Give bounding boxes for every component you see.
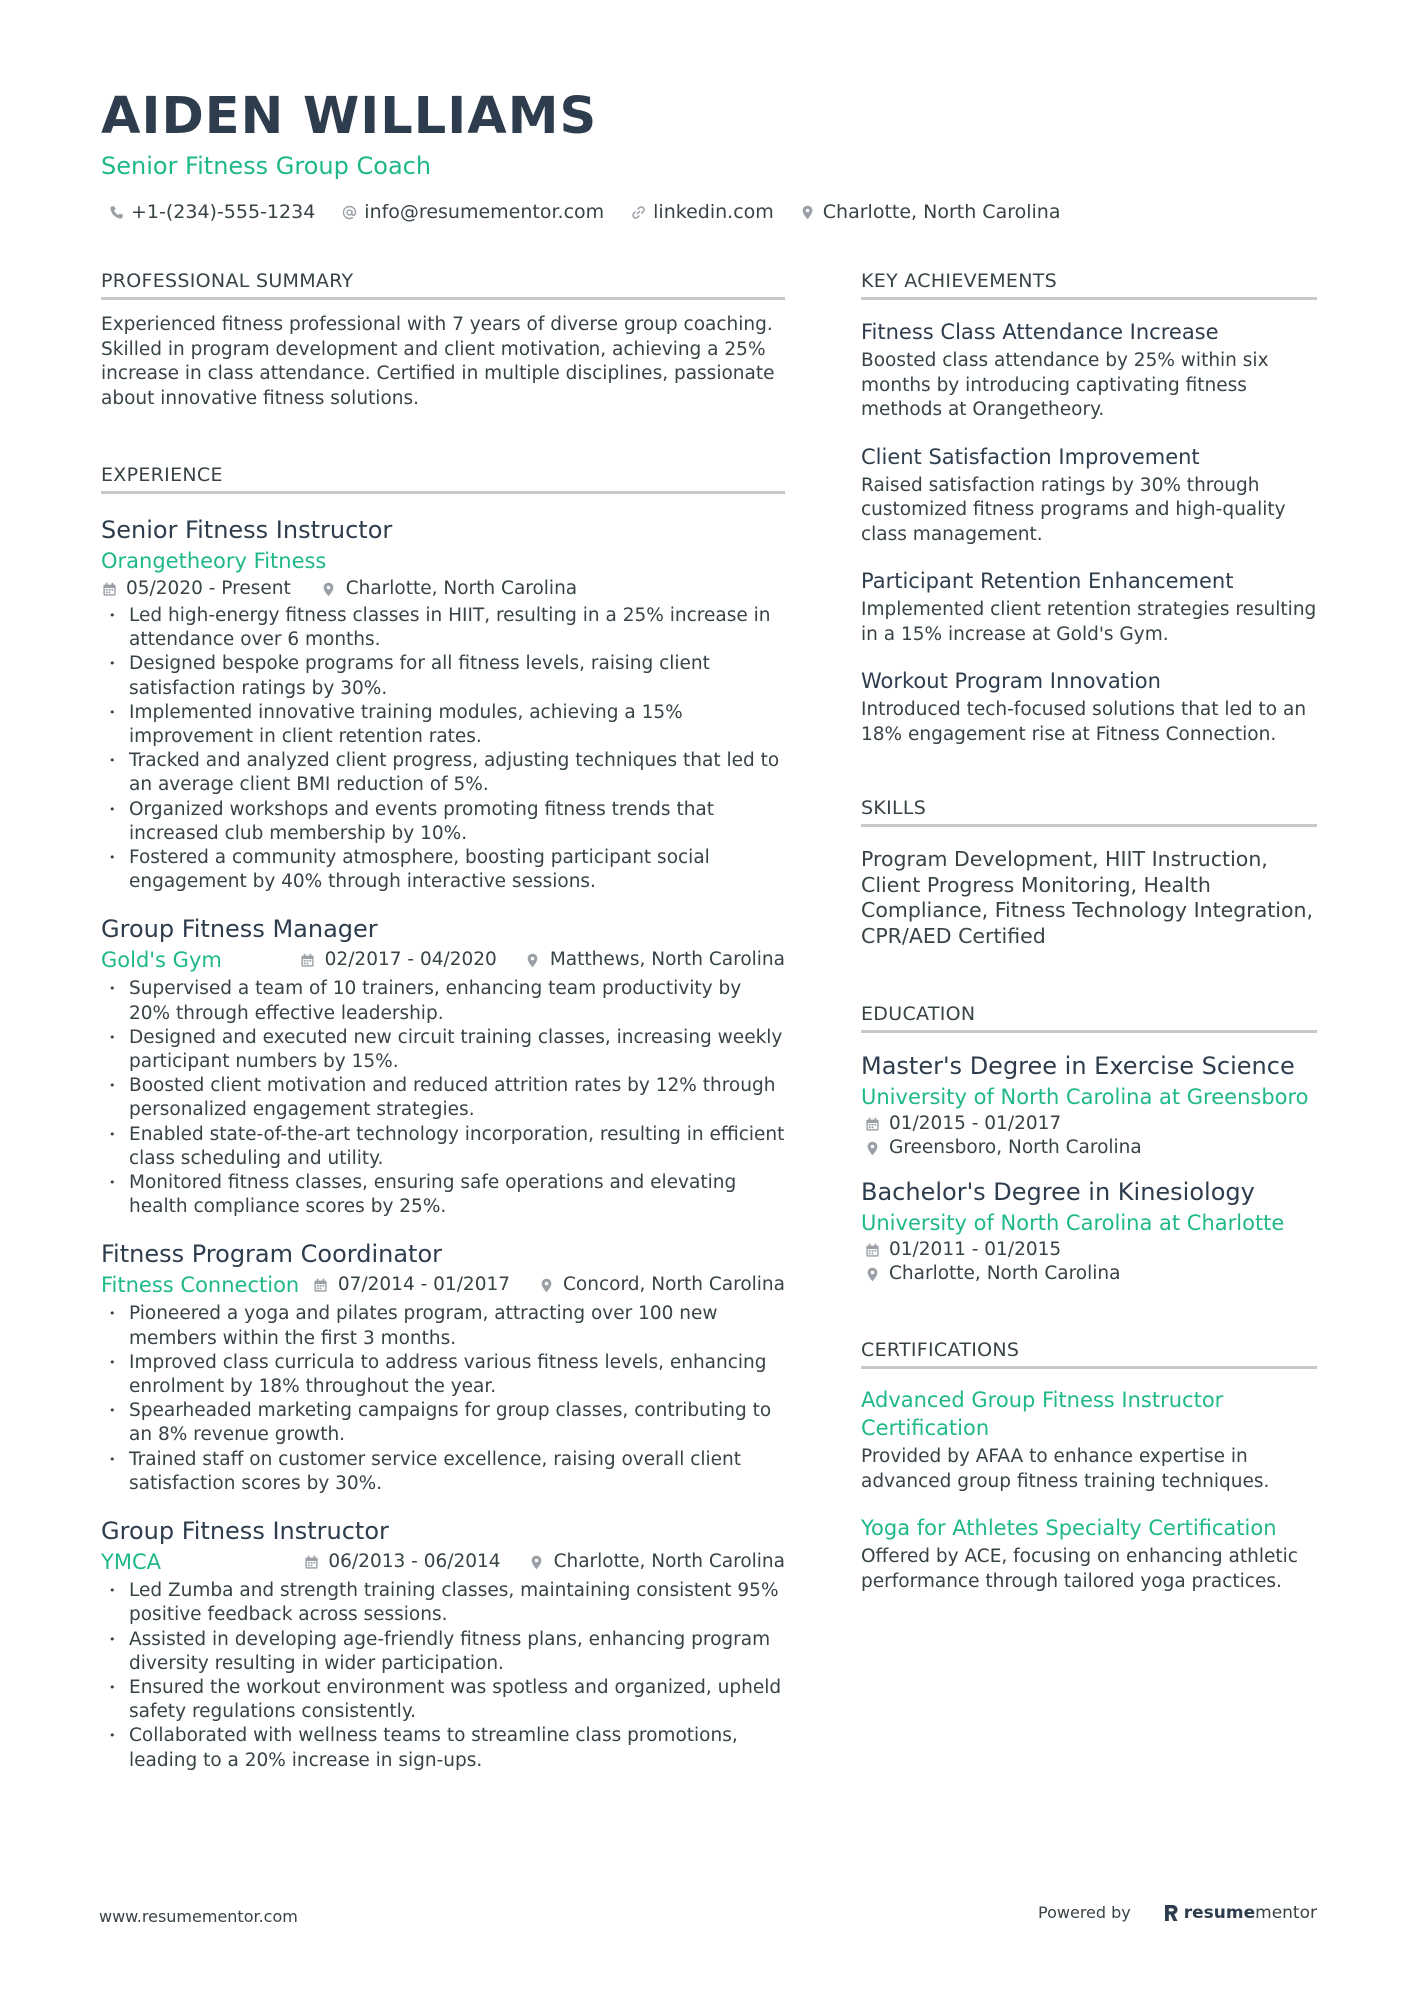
certification-item — [861, 1514, 1317, 1594]
job-location — [525, 947, 785, 973]
contact-bar — [108, 198, 1086, 226]
contact-phone[interactable] — [108, 198, 315, 226]
job-title: Group Fitness Instructor — [101, 1517, 389, 1546]
achievement-item — [861, 666, 1317, 747]
map-pin-icon — [864, 1265, 880, 1283]
certification-title: Advanced Group Fitness Instructor Certification — [861, 1388, 1224, 1440]
achievement-item — [861, 442, 1317, 548]
map-pin-icon — [800, 203, 816, 221]
certifications-heading: CERTIFICATIONS — [861, 1337, 1317, 1369]
map-pin-icon — [864, 1139, 880, 1157]
job-dates — [313, 1272, 510, 1298]
brand-name-a: resume — [1183, 1903, 1256, 1923]
contact-email-text: info@resumementor.com — [364, 201, 605, 223]
achievement-title: Client Satisfaction Improvement — [861, 444, 1200, 469]
education-location-text: Greensboro, North Carolina — [889, 1137, 1142, 1158]
map-pin-icon — [321, 580, 337, 598]
education-dates-text: 01/2011 - 01/2015 — [889, 1239, 1062, 1260]
experience-item — [101, 514, 785, 894]
contact-location-text: Charlotte, North Carolina — [822, 201, 1061, 223]
job-meta — [101, 1270, 785, 1300]
education-location-text: Charlotte, North Carolina — [889, 1263, 1121, 1284]
brand-logo[interactable] — [1163, 1902, 1317, 1924]
map-pin-icon — [529, 1553, 545, 1571]
job-location — [529, 1549, 785, 1575]
brand-mark-icon — [1163, 1903, 1179, 1923]
certification-item — [861, 1386, 1317, 1494]
job-dates-text: 07/2014 - 01/2017 — [337, 1274, 511, 1296]
right-column — [861, 268, 1317, 1594]
achievement-item — [861, 317, 1317, 423]
calendar-icon — [300, 951, 316, 969]
job-bullet: • Collaborated with wellness teams to streamline class promotions, leading to a 20% increase in sign-ups. — [101, 1724, 785, 1772]
powered-by-label: Powered by — [1038, 1903, 1131, 1922]
job-bullet: • Tracked and analyzed client progress, adjusting techniques that led to an average client BMI reduction of 5%. — [101, 749, 785, 797]
job-bullet: • Improved class curricula to address various fitness levels, enhancing enrolment by 18% throughout the year. — [101, 1351, 785, 1399]
footer-branding — [1038, 1902, 1317, 1924]
job-dates — [101, 576, 291, 602]
skills-text: Program Development, HIIT Instruction, Client Progress Monitoring, Health Compliance, Fitness Technology Integration, CPR/AED Certified — [861, 847, 1314, 948]
achievement-text: Boosted class attendance by 25% within six months by introducing captivating fitness methods at Orangetheory. — [861, 350, 1269, 420]
job-meta — [101, 576, 785, 602]
calendar-icon — [864, 1241, 880, 1259]
job-bullet: • Pioneered a yoga and pilates program, attracting over 100 new members within the first 3 months. — [101, 1302, 785, 1350]
achievement-text: Raised satisfaction ratings by 30% through customized fitness programs and high-quality class management. — [861, 474, 1286, 545]
certification-text: Offered by ACE, focusing on enhancing athletic performance through tailored yoga practices. — [861, 1546, 1298, 1592]
job-company: Gold's Gym — [101, 948, 222, 973]
brand-name-b: mentor — [1255, 1903, 1317, 1923]
education-item — [861, 1176, 1317, 1286]
job-dates-text: 05/2020 - Present — [126, 578, 291, 599]
job-location-text: Charlotte, North Carolina — [345, 578, 578, 599]
footer-website[interactable]: www.resumementor.com — [99, 1907, 298, 1926]
achievement-item — [861, 566, 1317, 647]
summary-text: Experienced fitness professional with 7 years of diverse group coaching. Skilled in program development and client motivation, achieving a 25% increase in class attendance. Certified in multiple disciplines, passionate about innovative fitness solutions. — [101, 314, 775, 409]
summary-heading: PROFESSIONAL SUMMARY — [101, 268, 785, 300]
job-location — [321, 576, 577, 602]
contact-linkedin[interactable] — [630, 198, 774, 226]
job-title: Senior Fitness Instructor — [101, 516, 393, 544]
job-bullets — [101, 977, 785, 1219]
education-degree: Bachelor's Degree in Kinesiology — [861, 1178, 1255, 1206]
job-bullet: • Led high-energy fitness classes in HIIT, resulting in a 25% increase in attendance over 6 months. — [101, 604, 785, 652]
candidate-name: AIDEN WILLIAMS — [101, 87, 598, 146]
calendar-icon — [864, 1115, 880, 1133]
experience-item — [101, 913, 785, 1219]
left-column — [101, 268, 785, 1773]
achievement-text: Introduced tech-focused solutions that led to an 18% engagement rise at Fitness Connection. — [861, 699, 1307, 745]
job-bullet: • Led Zumba and strength training classes, maintaining consistent 95% positive feedback across sessions. — [101, 1579, 785, 1627]
achievement-title: Fitness Class Attendance Increase — [861, 320, 1219, 344]
education-heading: EDUCATION — [861, 1001, 1317, 1033]
map-pin-icon — [525, 951, 541, 969]
calendar-icon — [101, 580, 117, 598]
calendar-icon — [303, 1553, 319, 1571]
job-bullet: • Enabled state-of-the-art technology incorporation, resulting in efficient class scheduling and utility. — [101, 1123, 785, 1171]
skills-heading: SKILLS — [861, 795, 1317, 827]
education-item — [861, 1050, 1317, 1160]
achievement-title: Participant Retention Enhancement — [861, 569, 1234, 593]
job-dates — [300, 947, 497, 973]
education-location — [861, 1136, 1317, 1160]
experience-heading: EXPERIENCE — [101, 462, 785, 494]
contact-location — [800, 198, 1061, 226]
job-company: Fitness Connection — [101, 1273, 300, 1298]
job-bullet: • Assisted in developing age-friendly fitness plans, enhancing program diversity resulting in wider participation. — [101, 1628, 785, 1676]
education-degree: Master's Degree in Exercise Science — [861, 1052, 1295, 1080]
job-location — [538, 1272, 785, 1298]
at-icon — [341, 203, 357, 221]
job-meta — [101, 1547, 785, 1577]
contact-linkedin-text: linkedin.com — [653, 201, 774, 223]
job-bullets — [101, 1579, 785, 1773]
job-location-text: Concord, North Carolina — [563, 1274, 785, 1296]
job-bullet: • Fostered a community atmosphere, boosting participant social engagement by 40% through interactive sessions. — [101, 846, 785, 894]
certification-text: Provided by AFAA to enhance expertise in advanced group fitness training techniques. — [861, 1446, 1270, 1492]
education-dates-text: 01/2015 - 01/2017 — [889, 1113, 1062, 1134]
job-bullet: • Ensured the workout environment was spotless and organized, upheld safety regulations consistently. — [101, 1676, 785, 1724]
job-bullet: • Trained staff on customer service excellence, raising overall client satisfaction scores by 30%. — [101, 1448, 785, 1496]
job-bullet: • Designed and executed new circuit training classes, increasing weekly participant numbers by 15%. — [101, 1026, 785, 1074]
education-dates — [861, 1238, 1317, 1262]
job-title: Fitness Program Coordinator — [101, 1240, 442, 1269]
job-bullet: • Organized workshops and events promoting fitness trends that increased club membership by 10%. — [101, 798, 785, 846]
experience-item — [101, 1515, 785, 1773]
job-bullet: • Boosted client motivation and reduced attrition rates by 12% through personalized engagement strategies. — [101, 1074, 785, 1122]
education-location — [861, 1262, 1317, 1286]
job-bullets — [101, 604, 785, 894]
job-bullet: • Spearheaded marketing campaigns for group classes, contributing to an 8% revenue growth. — [101, 1399, 785, 1447]
job-title: Group Fitness Manager — [101, 915, 378, 944]
job-bullet: • Supervised a team of 10 trainers, enhancing team productivity by 20% through effective leadership. — [101, 977, 785, 1025]
certification-title: Yoga for Athletes Specialty Certification — [861, 1516, 1277, 1540]
achievement-text: Implemented client retention strategies resulting in a 15% increase at Gold's Gym. — [861, 599, 1317, 645]
job-bullet: • Designed bespoke programs for all fitness levels, raising client satisfaction ratings by 30%. — [101, 652, 785, 700]
job-bullet: • Implemented innovative training modules, achieving a 15% improvement in client retention rates. — [101, 701, 785, 749]
calendar-icon — [313, 1276, 329, 1294]
job-location-text: Matthews, North Carolina — [549, 949, 785, 971]
contact-email[interactable] — [341, 198, 604, 226]
phone-icon — [108, 203, 124, 221]
job-location-text: Charlotte, North Carolina — [553, 1551, 785, 1573]
job-dates-text: 06/2013 - 06/2014 — [328, 1551, 501, 1573]
education-school: University of North Carolina at Charlotte — [861, 1211, 1285, 1235]
contact-phone-text: +1-(234)-555-1234 — [131, 201, 316, 223]
job-dates-text: 02/2017 - 04/2020 — [324, 949, 497, 971]
experience-item — [101, 1238, 785, 1496]
candidate-role: Senior Fitness Group Coach — [101, 152, 432, 180]
education-school: University of North Carolina at Greensboro — [861, 1085, 1309, 1109]
job-meta — [101, 945, 785, 975]
job-dates — [303, 1549, 500, 1575]
achievements-heading: KEY ACHIEVEMENTS — [861, 268, 1317, 300]
job-bullets — [101, 1302, 785, 1496]
education-dates — [861, 1112, 1317, 1136]
job-bullet: • Monitored fitness classes, ensuring safe operations and elevating health compliance scores by 25%. — [101, 1171, 785, 1219]
job-company: Orangetheory Fitness — [101, 549, 327, 573]
job-company: YMCA — [101, 1550, 161, 1575]
link-icon — [630, 203, 646, 221]
map-pin-icon — [538, 1276, 554, 1294]
achievement-title: Workout Program Innovation — [861, 669, 1161, 693]
